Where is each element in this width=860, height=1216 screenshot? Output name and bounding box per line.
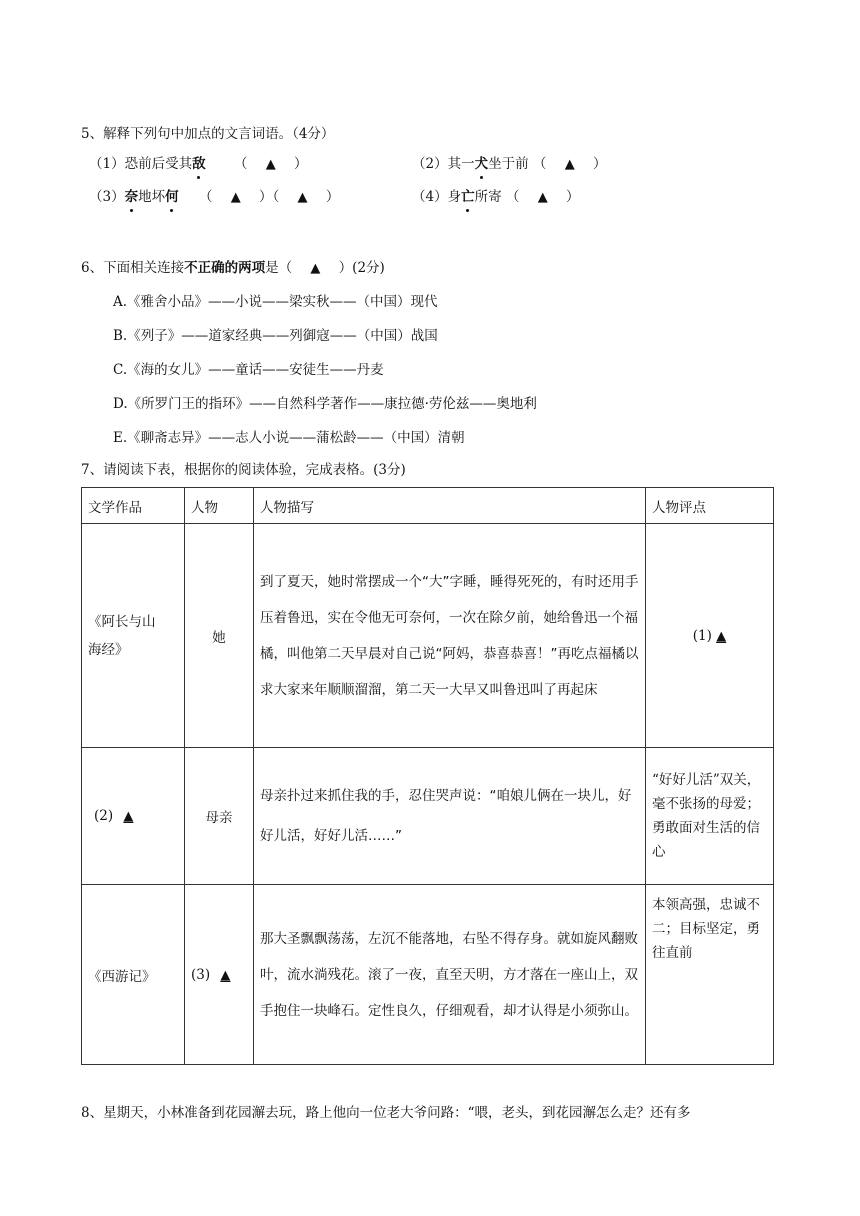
cell-person: (3) ▲ — [185, 885, 254, 1065]
header-work: 文学作品 — [82, 488, 185, 524]
answer-blank: ▲ — [265, 157, 276, 172]
cell-comment: 本领高强，忠诚不二；目标坚定，勇往直前 — [646, 885, 774, 1065]
q5-stem: 5、解释下列句中加点的文言词语。（4分） — [81, 126, 335, 142]
cell-work: 《阿长与山 海经》 — [82, 524, 185, 748]
dotted-word: 亡 — [461, 189, 475, 205]
q6-option-d: D.《所罗门王的指环》——自然科学著作——康拉德·劳伦兹——奥地利 — [113, 396, 537, 412]
dotted-word: 奈 — [124, 189, 139, 205]
q6-option-a: A.《雅舍小品》——小说——梁实秋——（中国）现代 — [113, 294, 438, 310]
table-row — [82, 748, 774, 885]
cell-description: 那大圣飘飘荡荡，左沉不能落地，右坠不得存身。就如旋风翻败叶，流水淌残花。滚了一夜，直至天明，方才落在一座山上，双手抱住一块峰石。定性良久，仔细观看，却才认得是小须弥山。 — [254, 885, 646, 1065]
dotted-word: 犬 — [474, 156, 489, 172]
q7-stem: 7、请阅读下表，根据你的阅读体验，完成表格。(3分) — [81, 462, 406, 478]
q6-option-e: E.《聊斋志异》——志人小说——蒲松龄——（中国）清朝 — [113, 430, 465, 446]
answer-blank: ▲ — [230, 190, 241, 205]
q6-option-b: B.《列子》——道家经典——列御寇——（中国）战国 — [113, 328, 438, 344]
q5-item-3: （3）奈地坏何 （ ▲ ）（ ▲ ） — [89, 189, 340, 205]
dotted-word: 敌 — [192, 156, 206, 172]
answer-blank: ▲ — [123, 809, 134, 824]
cell-work: 《西游记》 — [82, 885, 185, 1065]
answer-blank: ▲ — [310, 261, 321, 276]
header-description: 人物描写 — [254, 488, 646, 524]
cell-description: 母亲扑过来抓住我的手，忍住哭声说：“咱娘儿俩在一块儿，好好儿活，好好儿活……” — [254, 748, 646, 885]
q8-stem: 8、星期天，小林准备到花园澥去玩，路上他向一位老大爷问路：“喂，老头，到花园澥怎么走？还有多 — [81, 1105, 691, 1121]
q6-stem: 6、下面相关连接不正确的两项是（ ▲ ）(2分) — [81, 260, 385, 276]
reading-table — [81, 487, 774, 1065]
q6-emphasis: 不正确的两项 — [184, 260, 266, 276]
q5-item-2: （2）其一犬坐于前 （ ▲ ） — [412, 156, 607, 172]
answer-blank: ▲ — [564, 157, 575, 172]
header-comment: 人物评点 — [646, 488, 774, 524]
answer-blank: ▲ — [537, 190, 548, 205]
cell-comment: “好好儿活”双关，毫不张扬的母爱；勇敢面对生活的信心 — [646, 748, 774, 885]
q6-option-c: C.《海的女儿》——童话——安徒生——丹麦 — [113, 362, 384, 378]
table-row — [82, 524, 774, 748]
cell-description: 到了夏天，她时常摆成一个“大”字睡，睡得死死的，有时还用手压着鲁迅，实在令他无可奈何，一次在除夕前，她给鲁迅一个福橘，叫他第二天早晨对自己说“阿妈，恭喜恭喜！”再吃点福橘以求大家来年顺顺溜溜，第二天一大早又叫鲁迅叫了再起床 — [254, 524, 646, 748]
answer-blank: ▲ — [716, 628, 727, 644]
header-person: 人物 — [185, 488, 254, 524]
cell-person: 母亲 — [185, 748, 254, 885]
q5-item-1: （1）恐前后受其敌 （ ▲ ） — [89, 156, 308, 172]
answer-blank: ▲ — [297, 190, 308, 205]
q5-item-4: （4）身亡所寄 （ ▲ ） — [412, 189, 580, 205]
cell-work: (2) ▲ — [82, 748, 185, 885]
cell-person: 她 — [185, 524, 254, 748]
cell-comment: (1) ▲ — [646, 524, 774, 748]
table-header-row — [82, 488, 774, 524]
table-row — [82, 885, 774, 1065]
answer-blank: ▲ — [220, 967, 231, 983]
dotted-word: 何 — [165, 189, 179, 205]
